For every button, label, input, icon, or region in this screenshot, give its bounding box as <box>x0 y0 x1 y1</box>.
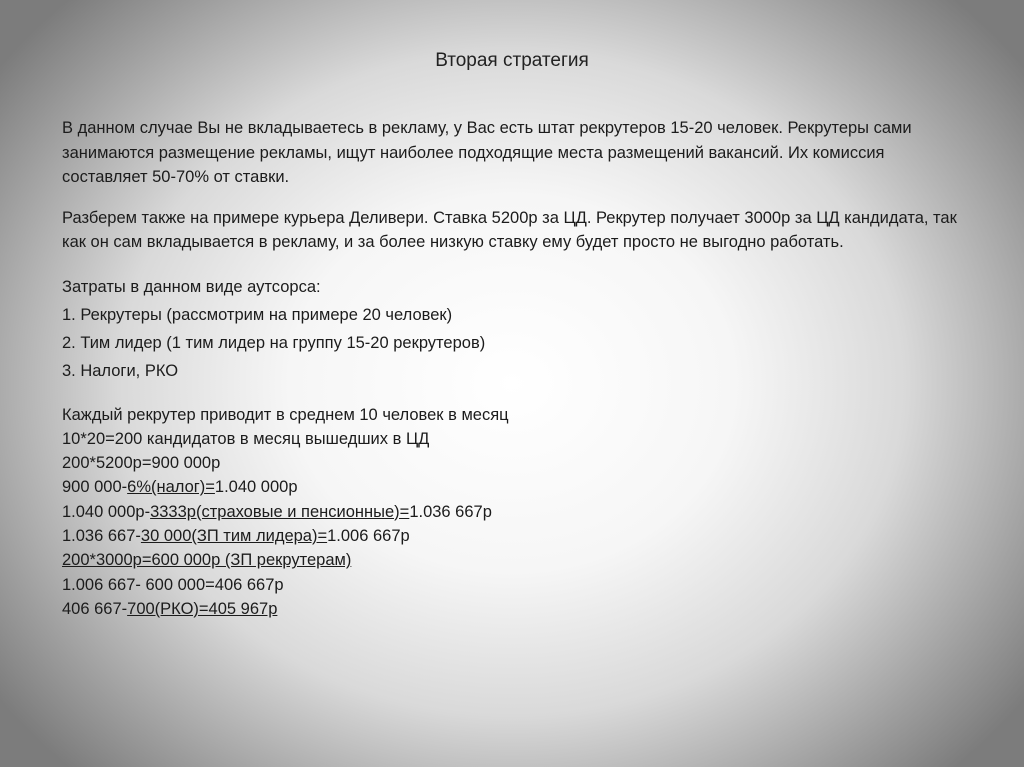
calc-line <box>62 475 962 499</box>
slide-title: Вторая стратегия <box>435 50 589 71</box>
calc-value: 406 667- <box>62 599 128 618</box>
costs-list-item: 3. Налоги, РКО <box>62 361 179 380</box>
slide-content <box>62 116 962 621</box>
calc-line: Каждый рекрутер приводит в среднем 10 человек в месяц <box>62 405 509 424</box>
calc-value: 900 000- <box>62 478 128 497</box>
calc-line <box>62 548 962 572</box>
calculation-block <box>62 403 962 622</box>
calc-result: 1.006 667р <box>327 526 410 545</box>
calc-line <box>62 500 962 524</box>
calc-deduction: 700(РКО)=405 967р <box>127 599 278 618</box>
example-paragraph: Разберем также на примере курьера Деливери. Ставка 5200р за ЦД. Рекрутер получает 3000р за ЦД кандидата, так как он сам вкладывается в рекламу, и за более низкую ставку ему будет просто не выгодно работать. <box>62 208 957 251</box>
calc-line: 200*5200р=900 000р <box>62 454 221 473</box>
intro-paragraph: В данном случае Вы не вкладываетесь в рекламу, у Вас есть штат рекрутеров 15-20 человек. Рекрутеры сами занимаются размещение рекламы, ищут наиболее подходящие места размещений вакансий. Их комиссия составляет 50-70% от ставки. <box>62 119 912 186</box>
calc-deduction: 3333р(страховые и пенсионные)= <box>150 502 410 521</box>
calc-line: 10*20=200 кандидатов в месяц вышедших в ЦД <box>62 429 430 448</box>
calc-line: 1.006 667- 600 000=406 667р <box>62 575 284 594</box>
costs-list-item: 2. Тим лидер (1 тим лидер на группу 15-20 рекрутеров) <box>62 333 486 352</box>
calc-deduction: 200*3000р=600 000р (ЗП рекрутерам) <box>62 551 352 570</box>
calc-line <box>62 597 962 621</box>
costs-list-item: 1. Рекрутеры (рассмотрим на примере 20 человек) <box>62 305 453 324</box>
costs-heading: Затраты в данном виде аутсорса: <box>62 277 321 296</box>
calc-result: 1.040 000р <box>214 478 298 497</box>
calc-deduction: 30 000(ЗП тим лидера)= <box>140 526 328 545</box>
calc-line <box>62 524 962 548</box>
calc-value: 1.036 667- <box>62 526 141 545</box>
calc-result: 1.036 667р <box>409 502 492 521</box>
calc-deduction: 6%(налог)= <box>127 478 215 497</box>
calc-value: 1.040 000р- <box>62 502 151 521</box>
